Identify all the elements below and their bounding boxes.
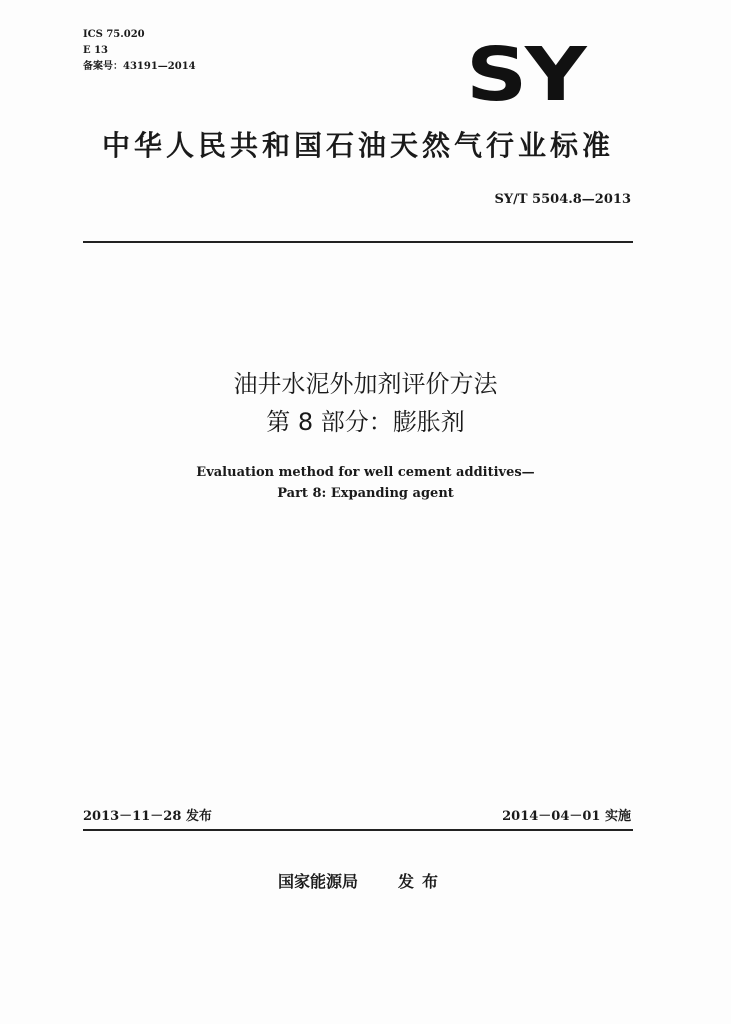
record-number: 备案号：43191—2014 xyxy=(83,61,196,72)
title-en-line2: Part 8: Expanding agent xyxy=(277,486,454,501)
organization-title: 中华人民共和国石油天然气行业标准 xyxy=(101,129,614,162)
issuing-authority: 国家能源局 xyxy=(278,872,359,891)
top-divider xyxy=(83,241,633,243)
standard-code: SY/T 5504.8—2013 xyxy=(494,192,631,207)
ics-code: ICS 75.020 xyxy=(83,29,145,40)
title-cn-line1: 油井水泥外加剂评价方法 xyxy=(233,370,498,398)
issue-date: 2013－11－28 发布 xyxy=(83,809,212,824)
class-code: E 13 xyxy=(83,45,109,56)
title-en-line1: Evaluation method for well cement additives— xyxy=(196,465,535,480)
title-cn-line2: 第 8 部分：膨胀剂 xyxy=(266,408,465,436)
sy-logo: SY xyxy=(466,32,585,118)
issue-label: 发布 xyxy=(398,872,447,891)
effective-date: 2014－04－01 实施 xyxy=(502,809,631,824)
bottom-divider xyxy=(83,829,633,831)
